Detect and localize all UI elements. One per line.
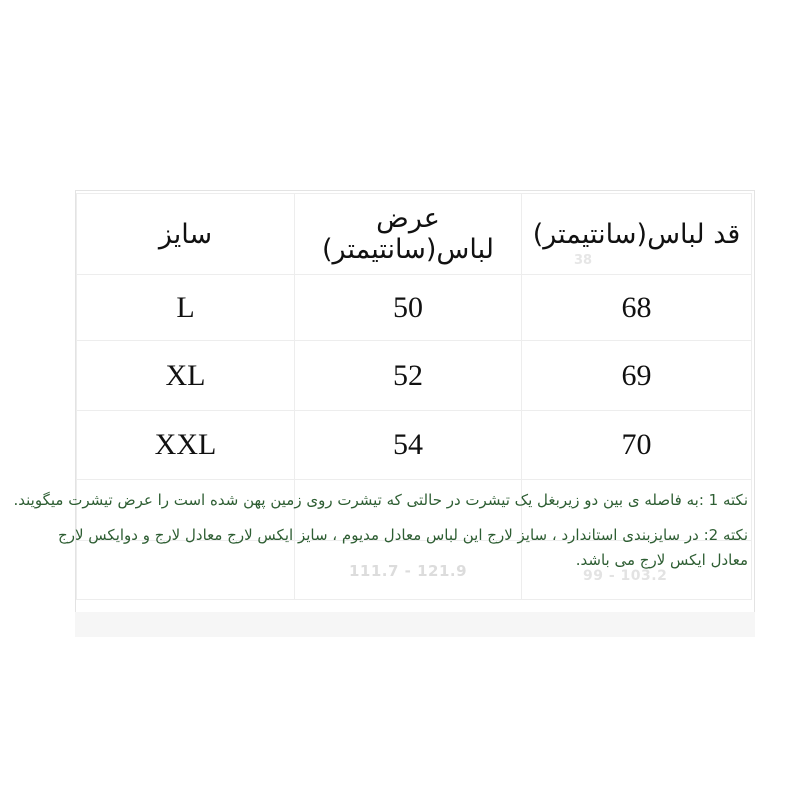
cell-width-l: 50 xyxy=(295,275,522,341)
table-row-l xyxy=(77,275,752,341)
cell-size-xxl: XXL xyxy=(77,411,295,480)
note-2-text-line-1: نکته 2: در سایزبندی استاندارد ، سایز لارج این لباس معادل مدیوم ، سایز ایکس لارج معادل لارج و دوایکس لارج xyxy=(58,526,748,544)
size-chart-container xyxy=(13,190,755,636)
cell-width-xxl: 54 xyxy=(295,411,522,480)
empty-cell xyxy=(77,541,295,600)
faded-measurement-text: 99 - 103.2 xyxy=(583,568,668,584)
empty-table-row xyxy=(77,480,752,541)
table-header-row xyxy=(77,194,752,275)
note-2-text-line-2: معادل ایکس لارج می باشد. xyxy=(575,551,748,569)
header-cell-garment-length: قد لباس(سانتیمتر) xyxy=(522,194,752,275)
faded-width-range xyxy=(295,541,522,600)
cell-length-xl: 69 xyxy=(522,341,752,411)
note-1-text: نکته 1 :به فاصله ی بین دو زیربغل یک تیشرت در حالتی که تیشرت روی زمین پهن شده است را عرض تیشرت میگویند. xyxy=(13,491,748,509)
header-cell-size: سایز xyxy=(77,194,295,275)
faded-measurement-text: 111.7 - 121.9 xyxy=(348,561,468,580)
header-cell-garment-width: عرض لباس(سانتیمتر) xyxy=(295,194,522,275)
cell-length-xxl: 70 xyxy=(522,411,752,480)
table-row-xxl xyxy=(77,411,752,480)
cell-width-xl: 52 xyxy=(295,341,522,411)
table-footer-band xyxy=(75,612,755,637)
size-table xyxy=(76,193,752,600)
empty-cell xyxy=(295,480,522,541)
empty-cell xyxy=(77,480,295,541)
cell-size-l: L xyxy=(77,275,295,341)
cell-length-l: 68 xyxy=(522,275,752,341)
empty-cell xyxy=(522,480,752,541)
table-row-xl xyxy=(77,341,752,411)
cell-size-xl: XL xyxy=(77,341,295,411)
faded-header-remnant: 38 xyxy=(574,253,593,268)
